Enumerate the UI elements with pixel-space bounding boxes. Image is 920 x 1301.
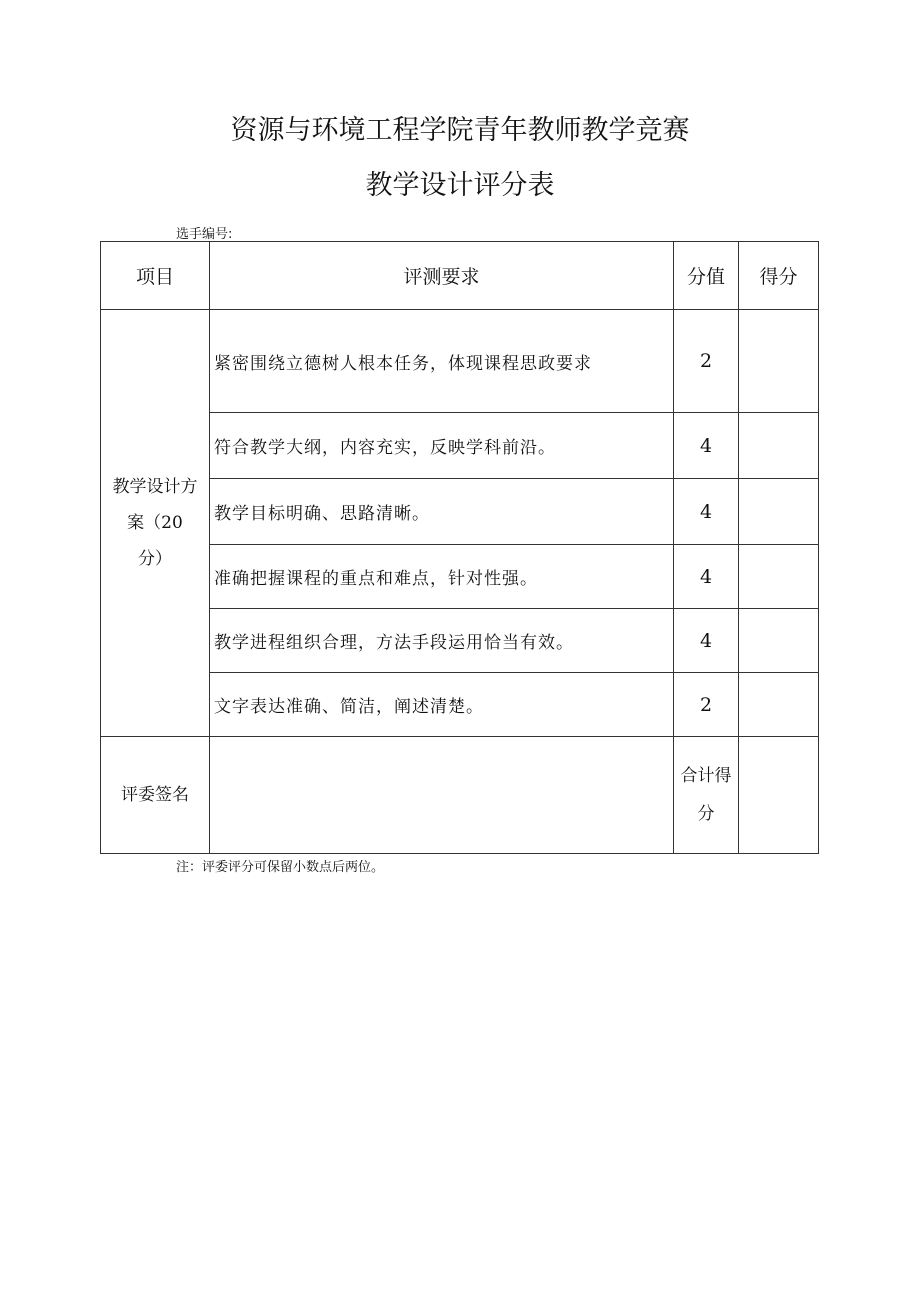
requirement-cell: 符合教学大纲，内容充实，反映学科前沿。 xyxy=(210,413,674,479)
scoring-table xyxy=(100,241,819,854)
points-cell: 4 xyxy=(674,413,739,479)
header-requirement: 评测要求 xyxy=(210,242,674,310)
points-cell: 4 xyxy=(674,609,739,673)
table-row xyxy=(101,310,819,413)
points-cell: 2 xyxy=(674,673,739,737)
total-score-label: 合计得 分 xyxy=(674,737,739,854)
points-cell: 4 xyxy=(674,479,739,545)
score-input-cell[interactable] xyxy=(739,310,819,413)
score-input-cell[interactable] xyxy=(739,609,819,673)
table-header-row xyxy=(101,242,819,310)
header-item: 项目 xyxy=(101,242,210,310)
document-title: 资源与环境工程学院青年教师教学竞赛 xyxy=(230,115,690,146)
document-subtitle: 教学设计评分表 xyxy=(365,170,555,201)
header-points: 分值 xyxy=(674,242,739,310)
category-cell: 教学设计方 案（20 分） xyxy=(101,310,210,737)
points-cell: 2 xyxy=(674,310,739,413)
player-number-label: 选手编号: xyxy=(176,227,233,242)
judge-signature-field[interactable] xyxy=(210,737,674,854)
requirement-cell: 紧密围绕立德树人根本任务，体现课程思政要求 xyxy=(210,310,674,413)
requirement-cell: 教学进程组织合理，方法手段运用恰当有效。 xyxy=(210,609,674,673)
requirement-cell: 准确把握课程的重点和难点，针对性强。 xyxy=(210,545,674,609)
footnote: 注：评委评分可保留小数点后两位。 xyxy=(176,860,385,875)
score-input-cell[interactable] xyxy=(739,673,819,737)
requirement-cell: 教学目标明确、思路清晰。 xyxy=(210,479,674,545)
judge-signature-label: 评委签名 xyxy=(101,737,210,854)
total-score-field[interactable] xyxy=(739,737,819,854)
signature-row xyxy=(101,737,819,854)
score-input-cell[interactable] xyxy=(739,413,819,479)
points-cell: 4 xyxy=(674,545,739,609)
header-score: 得分 xyxy=(739,242,819,310)
score-input-cell[interactable] xyxy=(739,545,819,609)
score-input-cell[interactable] xyxy=(739,479,819,545)
requirement-cell: 文字表达准确、简洁，阐述清楚。 xyxy=(210,673,674,737)
